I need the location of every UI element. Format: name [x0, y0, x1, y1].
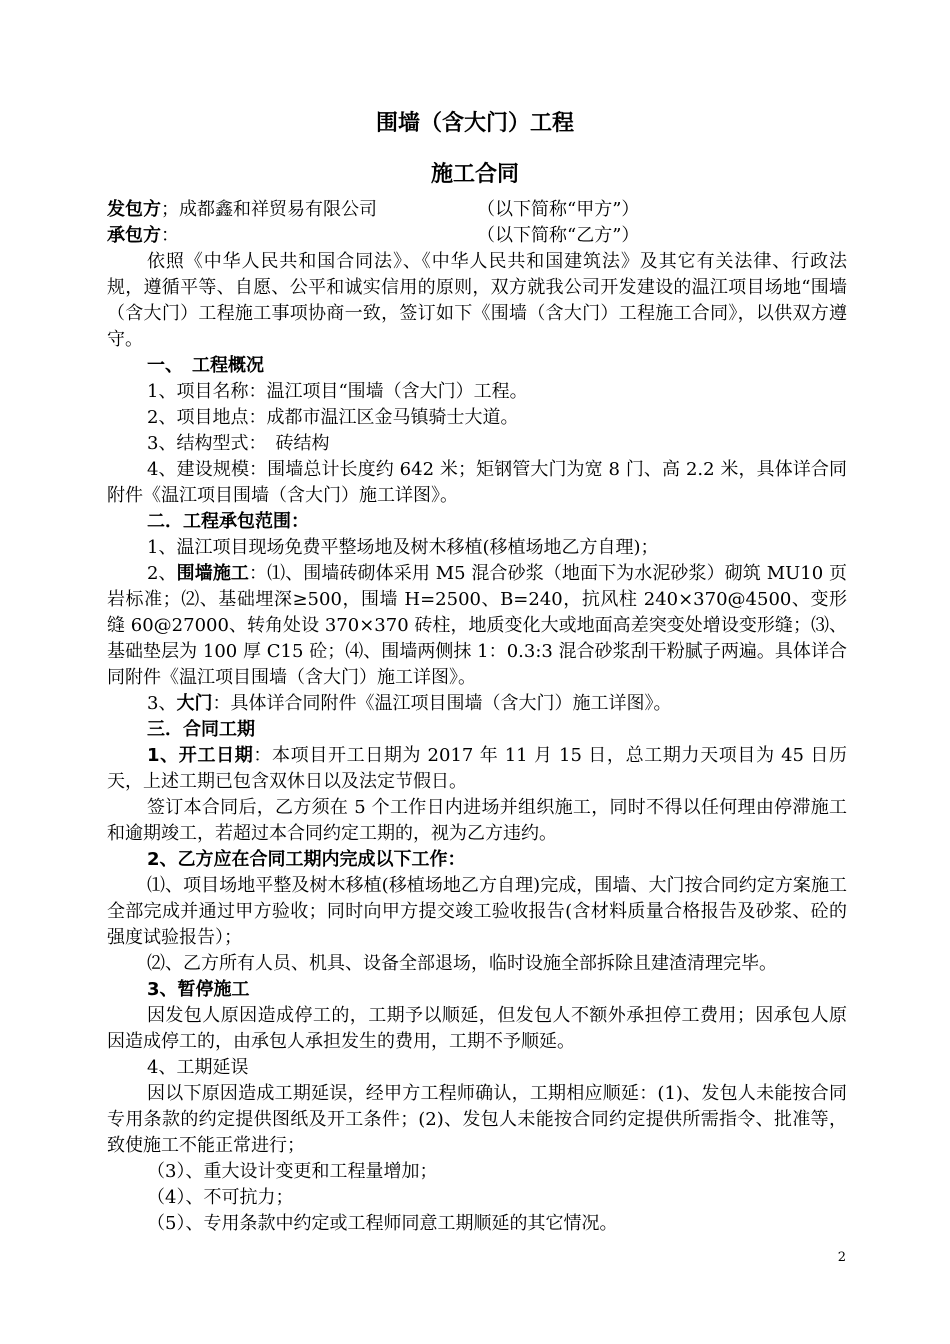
- party-b-line: [107, 223, 847, 249]
- document-body: [107, 197, 847, 1237]
- section-2-item-3-prefix: 3、: [147, 693, 177, 714]
- section-3-item-3-text: 因发包人原因造成停工的，工期予以顺延，但发包人不额外承担停工费用；因承包人原因造成停工的，由承包人承担发生的费用，工期不予顺延。: [107, 1005, 847, 1052]
- section-3-item-4-3: （3）、重大设计变更和工程量增加；: [147, 1161, 438, 1182]
- section-1-item-3: 3、结构型式： 砖结构: [147, 433, 330, 454]
- section-3-item-4-5: （5）、专用条款中约定或工程师同意工期顺延的其它情况。: [147, 1213, 618, 1234]
- section-1-item-1: 1、项目名称：温江项目“围墙（含大门）工程。: [147, 381, 528, 402]
- section-2-item-2-prefix: 2、: [147, 563, 177, 584]
- page-number: 2: [837, 1250, 846, 1265]
- section-2-item-1: 1、温江项目现场免费平整场地及树木移植(移植场地乙方自理)；: [147, 537, 659, 558]
- section-2-item-2-text: ：⑴、围墙砖砌体采用 M5 混合砂浆（地面下为水泥砂浆）砌筑 MU10 页岩标准；⑵、基础埋深≥500，围墙 H=2500、B=240，抗风柱 240×370@4500、变形缝 60@27000、转角处设 370×370 砖柱，地质变化大或地面高差突变处增设变形缝；⑶、基础垫层为 100 厚 C15 砼；⑷、围墙两侧抹 1：0.3:3 混合砂浆刮干粉腻子两遍。具体详合同附件《温江项目围墙（含大门）施工详图》。: [107, 563, 848, 688]
- party-a-sep: ；: [161, 199, 179, 220]
- section-3-heading: 三．合同工期: [147, 719, 255, 740]
- section-2-item-2: [107, 561, 847, 691]
- party-a-name: 成都鑫和祥贸易有限公司: [179, 199, 377, 220]
- section-2-item-3-text: ：具体详合同附件《温江项目围墙（含大门）施工详图》。: [212, 693, 672, 714]
- section-3-item-1-bold: 1、开工日期: [147, 745, 254, 766]
- document-subtitle: 施工合同: [430, 162, 519, 187]
- section-1-item-4: 4、建设规模：围墙总计长度约 642 米；矩钢管大门为宽 8 门、高 2.2 米，具体详合同附件《温江项目围墙（含大门）施工详图》。: [107, 459, 847, 506]
- section-1-heading: 一、 工程概况: [147, 355, 264, 376]
- party-b-abbr: （以下简称“乙方”）: [477, 225, 640, 246]
- section-3-item-2-b: ⑵、乙方所有人员、机具、设备全部退场，临时设施全部拆除且建渣清理完毕。: [147, 953, 777, 974]
- section-3-item-4-4: （4）、不可抗力；: [147, 1187, 294, 1208]
- section-2-item-3-bold: 大门: [176, 693, 213, 714]
- party-b-sep: ：: [161, 225, 179, 246]
- section-3-item-4-text: 因以下原因造成工期延误，经甲方工程师确认，工期相应顺延：(1)、发包人未能按合同专用条款的约定提供图纸及开工条件；(2)、发包人未能按合同约定提供所需指令、批准等，致使施工不能正常进行；: [107, 1083, 847, 1156]
- section-2-heading: 二．工程承包范围：: [147, 511, 309, 532]
- section-3-item-1-more: 签订本合同后，乙方须在 5 个工作日内进场并组织施工，同时不得以任何理由停滞施工和逾期竣工，若超过本合同约定工期的，视为乙方违约。: [107, 797, 847, 844]
- party-b-label: 承包方: [107, 225, 161, 246]
- section-3-item-2-heading: 2、乙方应在合同工期内完成以下工作：: [147, 849, 466, 870]
- party-a-label: 发包方: [107, 199, 161, 220]
- document-title: 围墙（含大门）工程: [375, 111, 574, 136]
- section-1-item-2: 2、项目地点：成都市温江区金马镇骑士大道。: [147, 407, 519, 428]
- intro-paragraph: 依照《中华人民共和国合同法》、《中华人民共和国建筑法》及其它有关法律、行政法规，遵循平等、自愿、公平和诚实信用的原则，双方就我公司开发建设的温江项目场地“围墙（含大门）工程施工事项协商一致，签订如下《围墙（含大门）工程施工合同》，以供双方遵守。: [107, 251, 847, 350]
- section-3-item-1-text: ：本项目开工日期为 2017 年 11 月 15 日，总工期力天项目为 45 日历天，上述工期已包含双休日以及法定节假日。: [107, 745, 847, 792]
- section-3-item-3-heading: 3、暂停施工: [147, 979, 250, 1000]
- party-a-line: [107, 197, 847, 223]
- section-3-item-1: [107, 743, 847, 795]
- party-a-abbr: （以下简称“甲方”）: [477, 199, 640, 220]
- section-3-item-2-a: ⑴、项目场地平整及树木移植(移植场地乙方自理)完成，围墙、大门按合同约定方案施工全部完成并通过甲方验收；同时向甲方提交竣工验收报告(含材料质量合格报告及砂浆、砼的强度试验报告）；: [107, 875, 847, 948]
- section-2-item-2-bold: 围墙施工: [176, 563, 250, 584]
- section-3-item-4-heading: 4、工期延误: [147, 1057, 249, 1078]
- section-2-item-3: [107, 691, 847, 717]
